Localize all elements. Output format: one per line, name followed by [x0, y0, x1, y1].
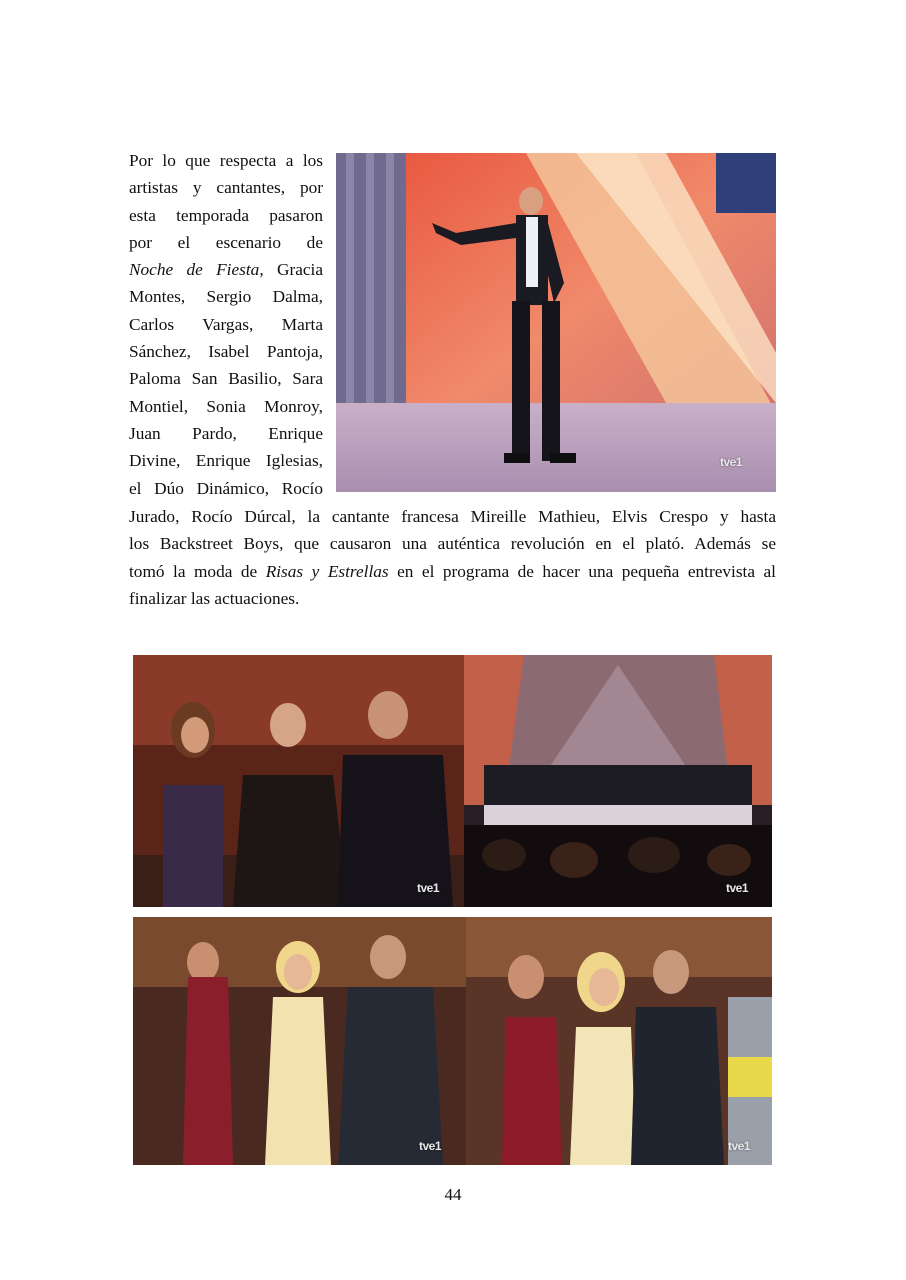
text-line: artistas y cantantes, por — [129, 178, 323, 198]
tv-channel-logo: tve1 — [417, 881, 440, 895]
show-title-italic: Risas y Estrellas — [265, 561, 389, 581]
text-line: Sánchez, Isabel Pantoja, — [129, 342, 323, 362]
text-line: por el escenario de — [129, 232, 323, 252]
text-line: el Dúo Dinámico, Rocío — [129, 478, 323, 498]
text-line: Jurado, Rocío Dúrcal, la cantante francesa Mireille Mathieu, Elvis Crespo y hasta — [129, 507, 776, 526]
paragraph-full-width — [129, 503, 776, 612]
text-line: Montiel, Sonia Monroy, — [129, 396, 323, 416]
text-line: esta temporada pasaron — [129, 205, 323, 225]
text-fragment: , Gracia — [259, 260, 324, 280]
paragraph-wrapped-column — [129, 147, 323, 502]
band-on-stage-photo — [464, 655, 772, 907]
text-line: los Backstreet Boys, que causaron una auténtica revolución en el plató. Además se — [129, 534, 776, 554]
presenters-photo — [133, 917, 466, 1165]
tv-channel-logo: tve1 — [726, 881, 749, 895]
text-fragment: en el programa de hacer una pequeña entrevista al — [388, 561, 776, 581]
text-line — [129, 558, 776, 585]
presenters-closeup-photo — [466, 917, 772, 1165]
text-fragment: tomó la moda de — [129, 561, 266, 581]
text-line: finalizar las actuaciones. — [129, 588, 300, 608]
page-number: 44 — [444, 1185, 462, 1204]
text-line: Carlos Vargas, Marta — [129, 314, 323, 334]
text-line: Divine, Enrique Iglesias, — [129, 451, 323, 471]
stage-photo — [336, 153, 776, 492]
text-line: Por lo que respecta a los — [129, 151, 323, 170]
interview-photo — [133, 655, 464, 907]
show-title-italic: Noche de Fiesta — [129, 260, 260, 280]
tv-channel-logo: tve1 — [720, 455, 743, 469]
text-line: Juan Pardo, Enrique — [129, 423, 323, 443]
tv-channel-logo: tve1 — [419, 1139, 442, 1153]
tv-channel-logo: tve1 — [728, 1139, 751, 1153]
text-line — [129, 256, 323, 283]
text-line: Montes, Sergio Dalma, — [129, 287, 323, 307]
text-line: Paloma San Basilio, Sara — [129, 369, 323, 389]
